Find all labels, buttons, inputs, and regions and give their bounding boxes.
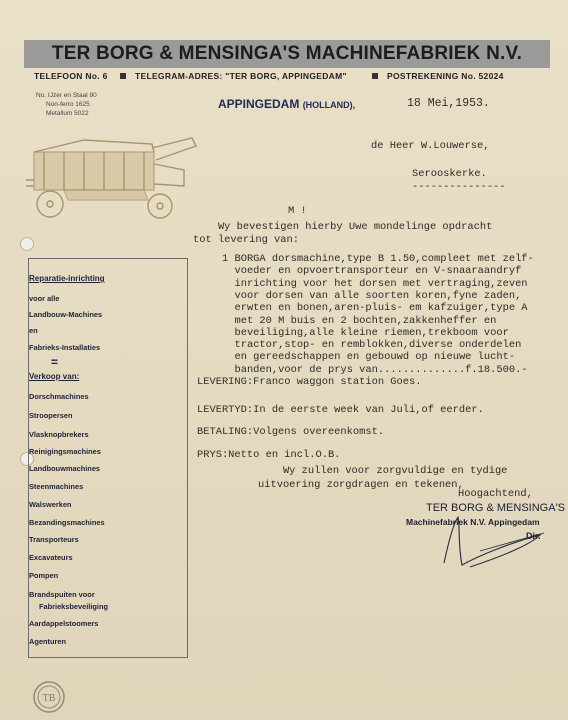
order-line: inrichting voor het dorsen met vertraging,zeven — [222, 277, 528, 290]
sidebar-item: Walswerken — [29, 500, 72, 509]
order-line: 1 BORGA dorsmachine,type B 1.50,compleet met zelf- — [222, 253, 534, 265]
sidebar-item: Agenturen — [29, 637, 66, 646]
order-line: banden,voor de prys van..............f.18.500.- — [222, 363, 528, 376]
stamp-subtitle: Machinefabriek N.V. Appingedam — [406, 517, 540, 527]
closing-line: Wy zullen voor zorgvuldige en tydige — [258, 465, 508, 477]
telephone: TELEFOON No. 6 — [34, 71, 108, 81]
sidebar-item: Stroopersen — [29, 411, 73, 420]
recipient-place: Serooskerke. — [412, 168, 487, 180]
sidebar-item: Landbouwmachines — [29, 464, 101, 473]
salutation: M ! — [288, 205, 307, 217]
intro-line: tot levering van: — [193, 234, 300, 246]
letter-date: 18 Mei,1953. — [407, 97, 490, 110]
city: APPINGEDAM — [218, 97, 300, 111]
closing-line: uitvoering zorgdragen en tekenen, — [258, 478, 464, 491]
city-line — [218, 97, 355, 111]
sidebar-item: Pompen — [29, 571, 59, 580]
order-line: voeder en opvoertransporteur en V-snaaraandryf — [222, 265, 522, 278]
recipient-underline: --------------- — [412, 181, 506, 193]
sidebar-item: Reinigingsmachines — [29, 447, 101, 456]
order-line: erwten en bonen,aren-pluis- em kafzuiger,type A — [222, 302, 528, 315]
term-line: LEVERING:Franco waggon station Goes. — [197, 376, 422, 388]
term-line: PRYS:Netto en incl.O.B. — [197, 449, 341, 461]
stamp-company: TER BORG & MENSINGA'S — [426, 502, 566, 514]
sidebar-item: Excavateurs — [29, 553, 73, 562]
order-line: en gereedschappen en gebouwd op nieuwe lucht- — [222, 351, 516, 364]
sidebar-item: Steenmachines — [29, 482, 84, 491]
sidebar-item: Aardappelstoomers — [29, 619, 99, 628]
sidebar-divider: = — [51, 355, 59, 369]
term-line: BETALING:Volgens overeenkomst. — [197, 426, 385, 438]
stamp-director: Dir. — [526, 531, 541, 541]
sidebar-item: Dorschmachines — [29, 392, 89, 401]
company-name: TER BORG & MENSINGA'S MACHINEFABRIEK N.V. — [51, 43, 523, 64]
sidebar-item: Fabrieks-Installaties — [29, 343, 101, 352]
regards: Hoogachtend, — [458, 488, 533, 500]
services-sidebar — [28, 258, 188, 658]
metals-line: Non-ferro 1625 — [46, 101, 90, 108]
order-line: tractor,stop- en remblokken,diverse onderdelen — [222, 339, 522, 352]
threshing-machine-illustration — [24, 134, 200, 226]
punch-hole — [20, 237, 34, 251]
term-line: LEVERTYD:In de eerste week van Juli,of eerder. — [197, 404, 484, 416]
company-logo — [32, 680, 66, 714]
metals-line: Metallum 5022 — [46, 110, 89, 117]
country: (HOLLAND), — [302, 100, 356, 110]
sidebar-item: Vlasknopbrekers — [29, 430, 89, 439]
sidebar-heading: Verkoop van: — [29, 372, 80, 381]
sidebar-item: Brandspuiten voor — [29, 590, 95, 599]
intro-line: Wy bevestigen hierby Uwe mondelinge opdracht — [193, 221, 493, 233]
letterhead-band — [24, 40, 550, 68]
metals-numbers — [36, 91, 97, 118]
sidebar-item: en — [29, 326, 38, 335]
separator-square — [372, 73, 378, 79]
recipient-name: de Heer W.Louwerse, — [371, 140, 490, 152]
order-line: beveiliging,alle kleine riemen,trekboom voor — [222, 326, 509, 339]
contact-line — [34, 71, 554, 85]
handwritten-signature — [440, 515, 548, 571]
sidebar-item: voor alle — [29, 294, 60, 303]
sidebar-item: Landbouw-Machines — [29, 310, 103, 319]
sidebar-item: Transporteurs — [29, 535, 79, 544]
order-line: met 20 M buis en 2 bochten,zakkenheffer en — [222, 314, 497, 327]
logo-letters: TB — [42, 693, 56, 704]
metals-line: No. IJzer en Staal 90 — [36, 92, 97, 99]
sidebar-heading: Reparatie-inrichting — [29, 274, 105, 283]
postal-account: POSTREKENING No. 52024 — [387, 71, 504, 81]
telegram-address: TELEGRAM-ADRES: "TER BORG, APPINGEDAM" — [135, 71, 347, 81]
separator-square — [120, 73, 126, 79]
sidebar-item: Fabrieksbeveiliging — [39, 602, 109, 611]
sidebar-item: Bezandingsmachines — [29, 518, 105, 527]
order-line: voor dorsen van alle soorten koren,fyne zaden, — [222, 289, 522, 302]
